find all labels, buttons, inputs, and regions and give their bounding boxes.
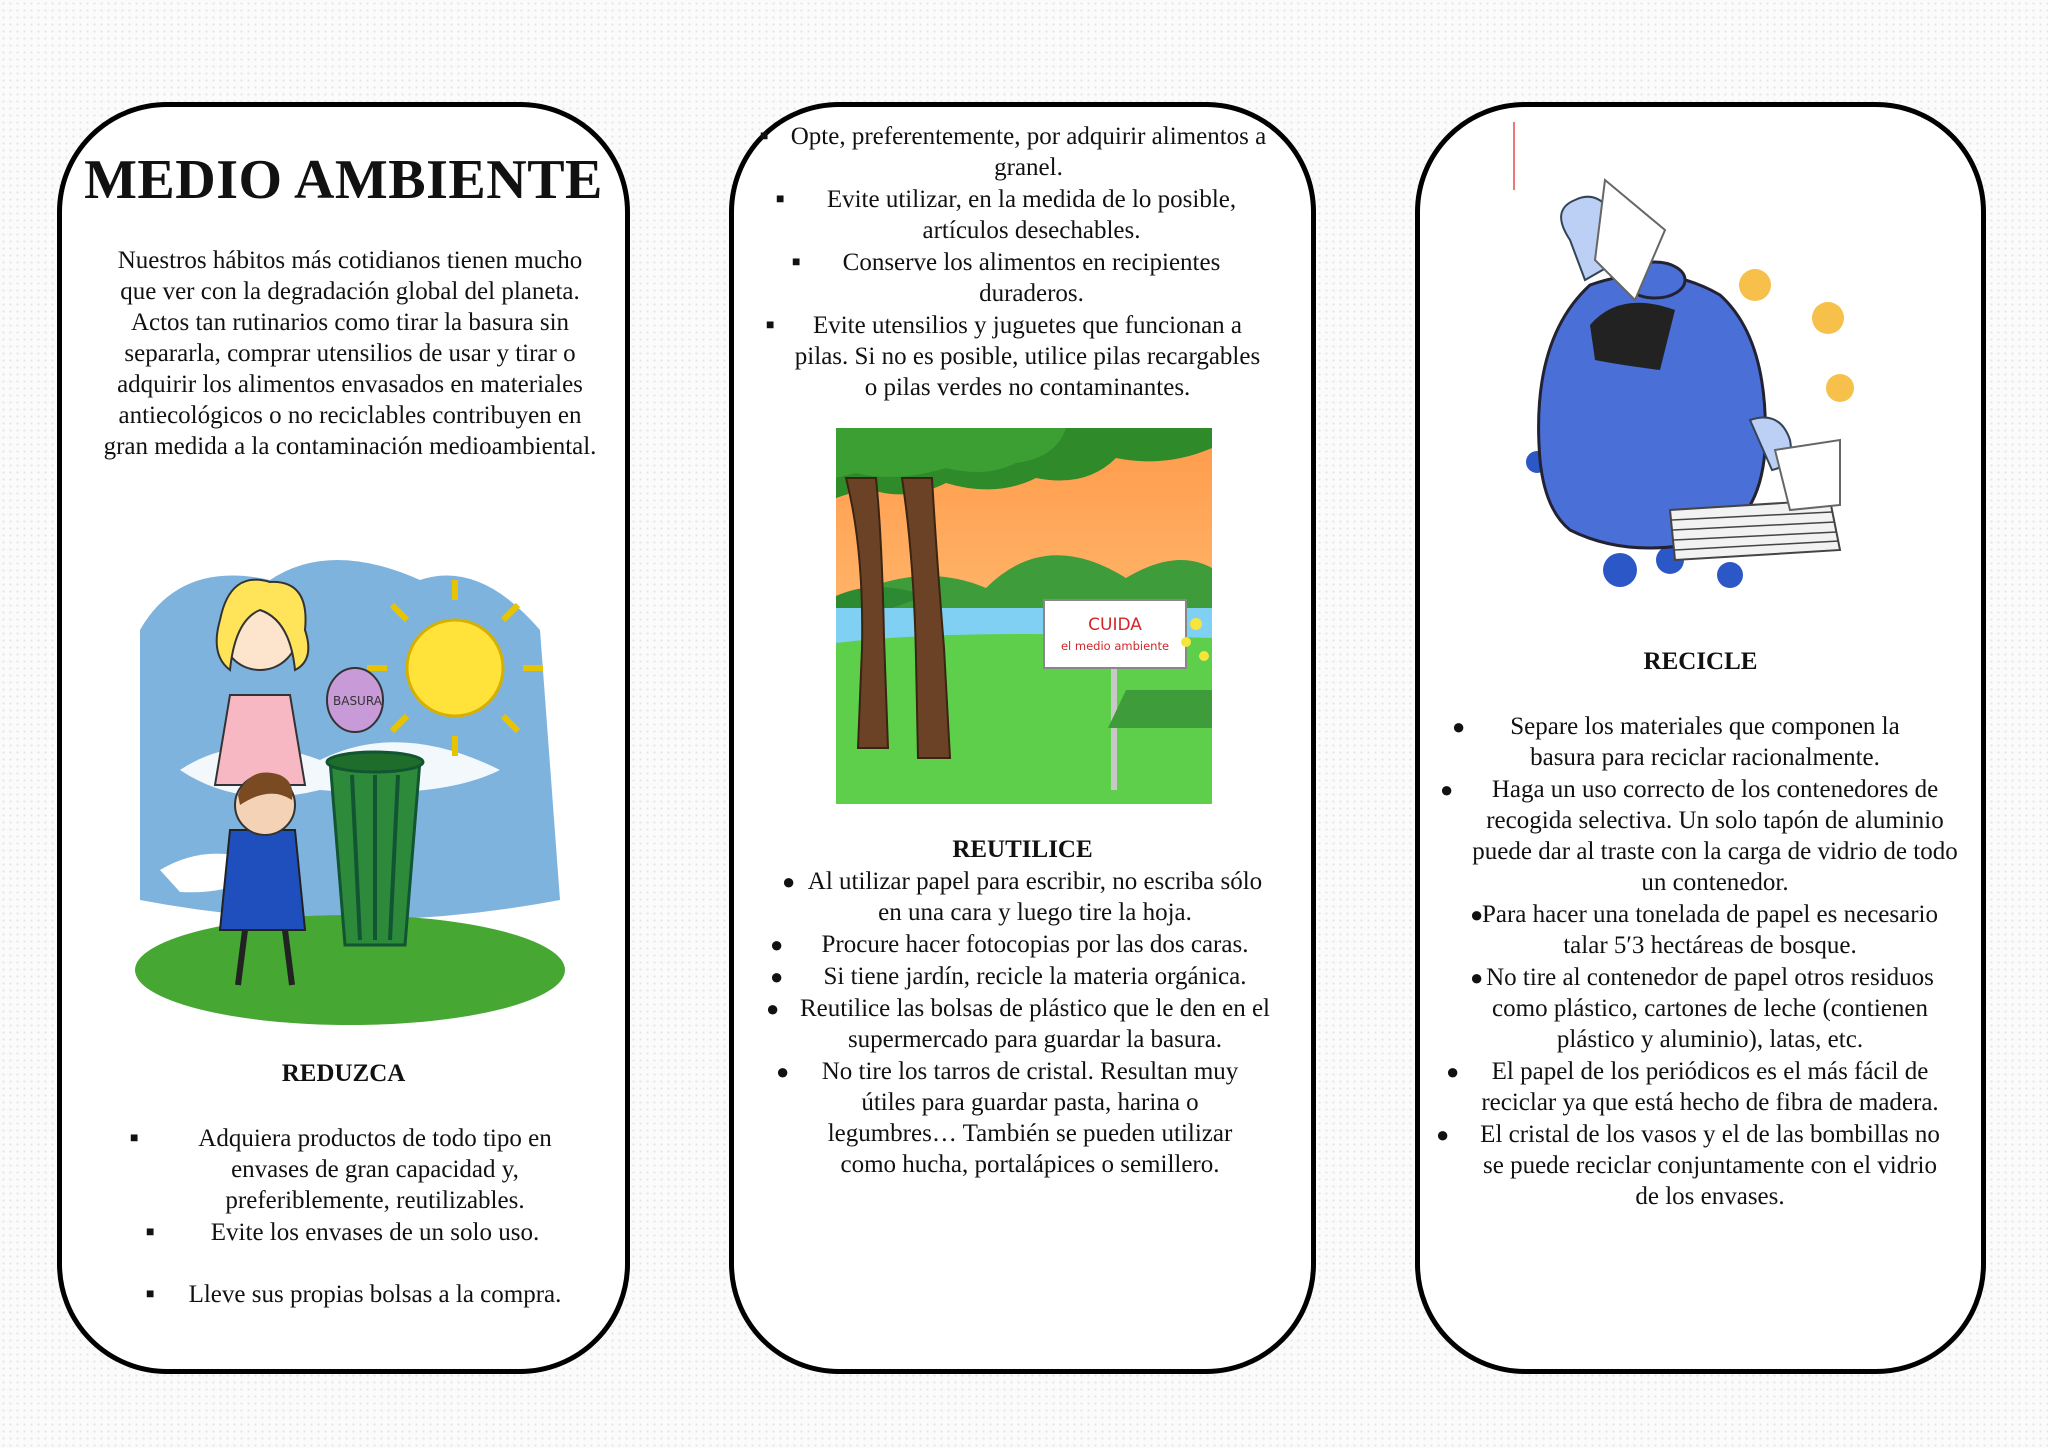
reutilice-list <box>766 866 1270 1181</box>
list-item: ■ Evite utilizar, en la medida de lo posible, artículos desechables. <box>776 186 1237 244</box>
intro-paragraph: Nuestros hábitos más cotidianos tienen mucho que ver con la degradación global del planeta. Actos tan rutinarios como tirar la basura sin separarla, comprar utensilios de usar y tirar o adquirir los alimentos envasados en materiales antiecológicos o no reciclables contribuyen en gran medida a la contaminación medioambiental. <box>103 247 597 460</box>
list-item: ● Si tiene jardín, recicle la materia orgánica. <box>770 963 1247 990</box>
list-item: ● Haga un uso correcto de los contenedores de recogida selectiva. Un solo tapón de aluminio puede dar al traste con la carga de vidrio de todo un contenedor. <box>1440 776 1958 896</box>
recicle-list <box>1436 711 1960 1213</box>
list-item: ● No tire al contenedor de papel otros residuos como plástico, cartones de leche (contienen plástico y aluminio), latas, etc. <box>1470 964 1934 1053</box>
list-item: ■ Adquiera productos de todo tipo en envases de gran capacidad y, preferiblemente, reutilizables. <box>130 1125 552 1214</box>
list-item: ● Para hacer una tonelada de papel es necesario talar 5′3 hectáreas de bosque. <box>1470 901 1938 959</box>
list-item: ● Separe los materiales que componen la basura para reciclar racionalmente. <box>1452 713 1900 771</box>
reutilice-heading: REUTILICE <box>952 836 1093 863</box>
list-item: ■ Conserve los alimentos en recipientes duraderos. <box>792 249 1221 307</box>
cuida-landscape-illustration <box>836 428 1212 804</box>
brochure-title: MEDIO AMBIENTE <box>84 149 603 211</box>
basura-bag-label: BASURA <box>333 694 382 708</box>
reduzca-list <box>130 1123 590 1311</box>
list-item: ● Reutilice las bolsas de plástico que le den en el supermercado para guardar la basura. <box>766 995 1270 1053</box>
list-item: ● No tire los tarros de cristal. Resultan muy útiles para guardar pasta, harina o legumbres… También se pueden utilizar como hucha, portalápices o semillero. <box>776 1058 1239 1178</box>
list-item: ■ Opte, preferentemente, por adquirir alimentos a granel. <box>760 123 1267 181</box>
list-item: ● Procure hacer fotocopias por las dos caras. <box>770 931 1249 958</box>
list-item: ● Al utilizar papel para escribir, no escriba sólo en una cara y luego tire la hoja. <box>782 868 1263 926</box>
list-item: ■ Lleve sus propias bolsas a la compra. <box>146 1281 562 1308</box>
sign-line1: CUIDA <box>1088 615 1142 635</box>
list-item: ● El papel de los periódicos es el más fácil de reciclar ya que está hecho de fibra de madera. <box>1446 1058 1939 1116</box>
recicle-heading: RECICLE <box>1643 648 1758 675</box>
list-item: ■ Evite utensilios y juguetes que funcionan a pilas. Si no es posible, utilice pilas recargables o pilas verdes no contaminantes. <box>766 312 1261 401</box>
list-item: ■ Evite los envases de un solo uso. <box>146 1219 540 1246</box>
reduzca-heading: REDUZCA <box>281 1060 406 1087</box>
recycle-bin-mascot-illustration <box>1510 120 1870 615</box>
kids-recycling-illustration <box>120 520 580 1025</box>
list-item: ● El cristal de los vasos y el de las bombillas no se puede reciclar conjuntamente con el vidrio de los envases. <box>1436 1121 1940 1210</box>
sign-line2: el medio ambiente <box>1060 639 1170 653</box>
middle-top-list <box>760 121 1285 404</box>
